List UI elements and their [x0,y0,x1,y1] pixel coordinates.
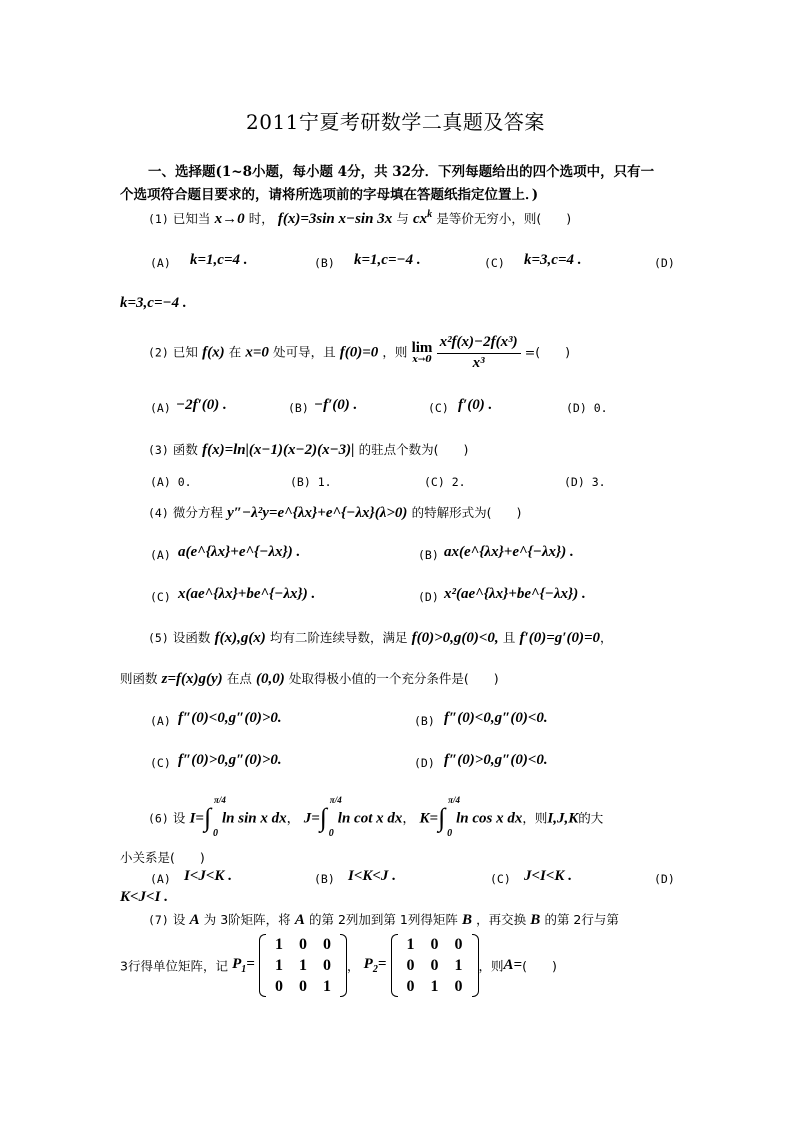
option-a: a(e^{λx}+e^{−λx}) . [178,544,301,560]
question-text: 在 [228,344,242,360]
option-label-d: (D) [418,590,439,604]
option-label-c: (C) [150,756,171,770]
matrix-cell: 0 [406,977,415,995]
math-sup: k [427,209,433,220]
option-label-b: (B) [290,475,311,489]
option-c: f′(0) . [458,397,493,413]
question-text: 设 [172,810,186,826]
question-text: 与 [396,211,409,226]
matrix-cell: 0 [454,977,463,995]
matrix-cell: 0 [430,956,439,974]
option-d [566,401,608,415]
math-expr: f(x)=ln|(x−1)(x−2)(x−3)| [202,442,355,458]
question-6-cont: 小关系是( ) [120,850,205,865]
integral-icon: ∫ [319,803,327,832]
option-c [424,475,466,489]
question-text: ，则 [522,810,548,826]
question-text: 设函数 [172,630,211,645]
question-1 [148,209,571,228]
matrix-cell: 1 [274,956,283,974]
option-text: x(ae^{λx}+be^{−λx}) [178,586,308,602]
option-label-d: (D) [566,401,587,415]
question-text: ， [346,958,360,974]
integral-sign [438,795,460,839]
integral-upper: π/4 [448,795,460,805]
math-expr: (0,0) [255,671,285,687]
option-text: k=3,c=−4 [120,295,180,311]
matrix-cell: 1 [298,956,307,974]
option-a: k=1,c=4 . [190,252,248,268]
right-bracket [340,934,347,997]
question-text: 设 [172,912,186,927]
math-expr: ln sin x dx [221,810,287,827]
option-d: K<J<I . [120,889,168,905]
option-d: k=3,c=−4 . [120,295,187,311]
matrix-table [399,934,471,997]
math-expr: A= [503,957,523,973]
integral-icon: ∫ [203,803,212,832]
option-text: 3. [591,475,606,489]
matrix-subscript: 2 [372,964,378,975]
matrix-name: $P_2=$ [363,956,387,975]
math-expr: A [294,912,305,928]
question-text: ，则 [382,344,408,360]
math-expr: x=0 [245,344,269,361]
matrix-cell: 0 [430,935,439,953]
option-label-b: (B) [418,548,439,562]
math-expr: ln cos x dx [456,810,523,827]
question-text: ，再交换 [476,912,527,927]
matrix-row [399,955,471,976]
option-d [564,475,606,489]
question-text: 的第 2列加到第 1列得矩阵 [308,912,458,927]
matrix-p1 [259,934,347,997]
math-base: cx [413,211,428,227]
option-label-c: (C) [490,872,511,886]
option-label-a: (A) [150,401,171,415]
option-b: I<K<J . [348,868,396,884]
question-number: (1) [148,212,169,226]
left-bracket [259,934,266,997]
matrix-subscript: 1 [241,964,247,975]
limit-subscript: x→0 [412,355,432,365]
question-3 [148,440,468,459]
question-number: (7) [148,913,169,927]
limit-operator: lim [411,340,433,356]
math-expr: f(x)=3sin x−sin 3x [277,211,393,227]
question-5 [148,628,613,647]
math-expr: z=f(x)g(y) [161,671,223,687]
option-text: 2. [451,475,466,489]
question-4 [148,503,521,522]
question-2 [148,334,570,372]
question-text: 处可导，且 [273,344,336,360]
option-label-a: (A) [150,872,171,886]
question-text: 3行得单位矩阵，记 [120,958,228,974]
option-label-c: (C) [428,401,449,415]
option-a [150,475,192,489]
option-text: I<K<J [348,868,389,884]
question-text: 是等价无穷小，则( ) [436,211,572,226]
math-expr: J= [303,810,320,827]
option-label-d: (D) [654,256,675,270]
option-b: ax(e^{λx}+e^{−λx}) . [444,544,574,560]
question-7 [148,910,619,929]
question-text: 的特解形式为( ) [411,505,522,520]
option-label-b: (B) [314,872,335,886]
matrix-name: $P_1=$ [232,956,255,975]
matrix-cell: 0 [406,956,415,974]
question-5-cont [120,669,499,688]
math-expr: ln cot x dx [337,810,403,827]
question-number: (2) [148,345,169,360]
option-c: x(ae^{λx}+be^{−λx}) . [178,586,316,602]
matrix-cell: 1 [274,935,283,953]
option-text: k=1,c=4 [190,252,241,268]
question-text: 的大 [578,810,604,826]
option-label-a: (A) [150,256,171,270]
option-label-c: (C) [484,256,505,270]
question-text: 均有二阶连续导数，满足 [269,630,408,645]
integral-upper: π/4 [329,795,342,805]
option-label-d: (D) [414,756,435,770]
option-a: −2f′(0) . [176,397,227,413]
math-expr: f(0)>0,g(0)<0, [411,630,499,646]
question-number: (4) [148,506,169,520]
option-d: f″(0)>0,g″(0)<0. [444,752,548,768]
matrix-p2 [391,934,479,997]
integral-lower: 0 [447,828,453,839]
option-text: 0. [593,401,608,415]
question-text: 则函数 [120,671,158,686]
math-expr: f(x),g(x) [214,630,266,646]
option-text: a(e^{λx}+e^{−λx}) [178,544,293,560]
integral-lower: 0 [212,828,218,839]
option-label-d: (D) [654,872,675,886]
question-6: (6) 设 I= ∫ π/4 0 ln sin x dx， J= ∫ π/4 0 ln cot x dx， K= ∫ π/4 0 ln cos x dx，则I,J,K的大 [148,795,604,839]
math-expr: f(x) [202,344,225,361]
option-text: x²(ae^{λx}+be^{−λx}) [444,586,579,602]
question-text: ( ) [522,958,557,974]
math-expr [413,211,432,227]
matrix-cell: 0 [274,977,283,995]
fraction [437,334,521,372]
option-label-b: (B) [288,401,309,415]
option-label-b: (B) [314,256,335,270]
option-d: x²(ae^{λx}+be^{−λx}) . [444,586,586,602]
limit [412,341,433,365]
option-text: k=1,c=−4 [354,252,414,268]
option-label-c: (C) [150,590,171,604]
question-text: 已知 [172,344,198,360]
option-text: K<J<I [120,889,161,905]
matrix-cell: 1 [322,977,331,995]
math-expr: K= [419,810,439,827]
math-expr: I= [189,810,204,827]
matrix-table [267,934,339,997]
option-b: f″(0)<0,g″(0)<0. [444,710,548,726]
math-expr: B [530,912,541,928]
option-text: f′(0) [458,397,485,413]
question-text: ，则 [478,958,504,974]
option-label-d: (D) [564,475,585,489]
math-expr: y″−λ²y=e^{λx}+e^{−λx}(λ>0) [227,505,408,521]
question-text: 在点 [226,671,252,686]
math-expr: f′(0)=g′(0)=0 [519,630,600,646]
question-text: 函数 [172,442,198,457]
matrix-cell: 0 [322,956,331,974]
fraction-denominator: x³ [472,355,485,371]
question-number: (3) [148,443,169,457]
question-text: =( ) [524,344,570,360]
math-expr: x→0 [214,211,245,227]
option-b: −f′(0) . [314,397,358,413]
option-text: J<I<K [524,868,565,884]
matrix-row [399,934,471,955]
question-text: 微分方程 [172,505,223,520]
left-bracket [391,934,398,997]
matrix-cell: 1 [406,935,415,953]
option-c: J<I<K . [524,868,572,884]
option-b: k=1,c=−4 . [354,252,421,268]
option-text: −f′(0) [314,397,350,413]
option-text: k=3,c=4 [524,252,575,268]
question-text: 处取得极小值的一个充分条件是( ) [288,671,499,686]
section-heading-line2: 个选项符合题目要求的，请将所选项前的字母填在答题纸指定位置上．) [120,187,539,203]
matrix-row [399,976,471,997]
option-a: I<J<K . [184,868,232,884]
question-text: 已知当 [172,211,211,226]
option-c: k=3,c=4 . [524,252,582,268]
integral-sign [319,795,342,839]
page-title: 2011宁夏考研数学二真题及答案 [246,110,545,134]
integral-upper: π/4 [213,795,226,805]
question-text: 为 3阶矩阵，将 [203,912,291,927]
question-text: 的驻点个数为( ) [358,442,469,457]
option-label-c: (C) [424,475,445,489]
matrix-row [267,976,339,997]
option-text: −2f′(0) [176,397,220,413]
option-text: 1. [317,475,332,489]
question-number: (5) [148,631,169,645]
question-text: 时， [248,211,274,226]
question-number: (6) [148,811,169,826]
option-a: f″(0)<0,g″(0)>0. [178,710,282,726]
math-expr: f(0)=0 [339,344,379,361]
option-c: f″(0)>0,g″(0)>0. [178,752,282,768]
section-heading-line1: 一、选择题(1~8小题，每小题 4分，共 32分．下列每题给出的四个选项中，只有一 [148,164,655,180]
matrix-row [267,955,339,976]
right-bracket [472,934,479,997]
matrix-cell: 0 [298,935,307,953]
question-text: ， [600,630,613,645]
option-label-b: (B) [414,714,435,728]
matrix-cell: 0 [298,977,307,995]
option-label-a: (A) [150,548,171,562]
matrix-row [267,934,339,955]
option-text: ax(e^{λx}+e^{−λx}) [444,544,567,560]
integral-sign [203,795,226,839]
option-text: I<J<K [184,868,225,884]
option-label-a: (A) [150,714,171,728]
fraction-numerator: x²f(x)−2f(x³) [437,334,521,354]
option-b [290,475,332,489]
math-expr: A [189,912,200,928]
matrix-symbol: P [363,956,373,972]
matrix-cell: 1 [454,956,463,974]
math-expr: B [461,912,472,928]
math-expr: I,J,K [547,810,579,827]
matrix-cell: 0 [454,935,463,953]
option-text: 0. [177,475,192,489]
matrix-cell: 0 [322,935,331,953]
matrix-cell: 1 [430,977,439,995]
integral-lower: 0 [328,828,334,839]
question-7-cont [120,934,557,997]
question-text: 的第 2行与第 [544,912,619,927]
option-label-a: (A) [150,475,171,489]
question-text: 且 [502,630,516,645]
matrix-symbol: P [232,956,242,972]
integral-icon: ∫ [438,803,446,832]
